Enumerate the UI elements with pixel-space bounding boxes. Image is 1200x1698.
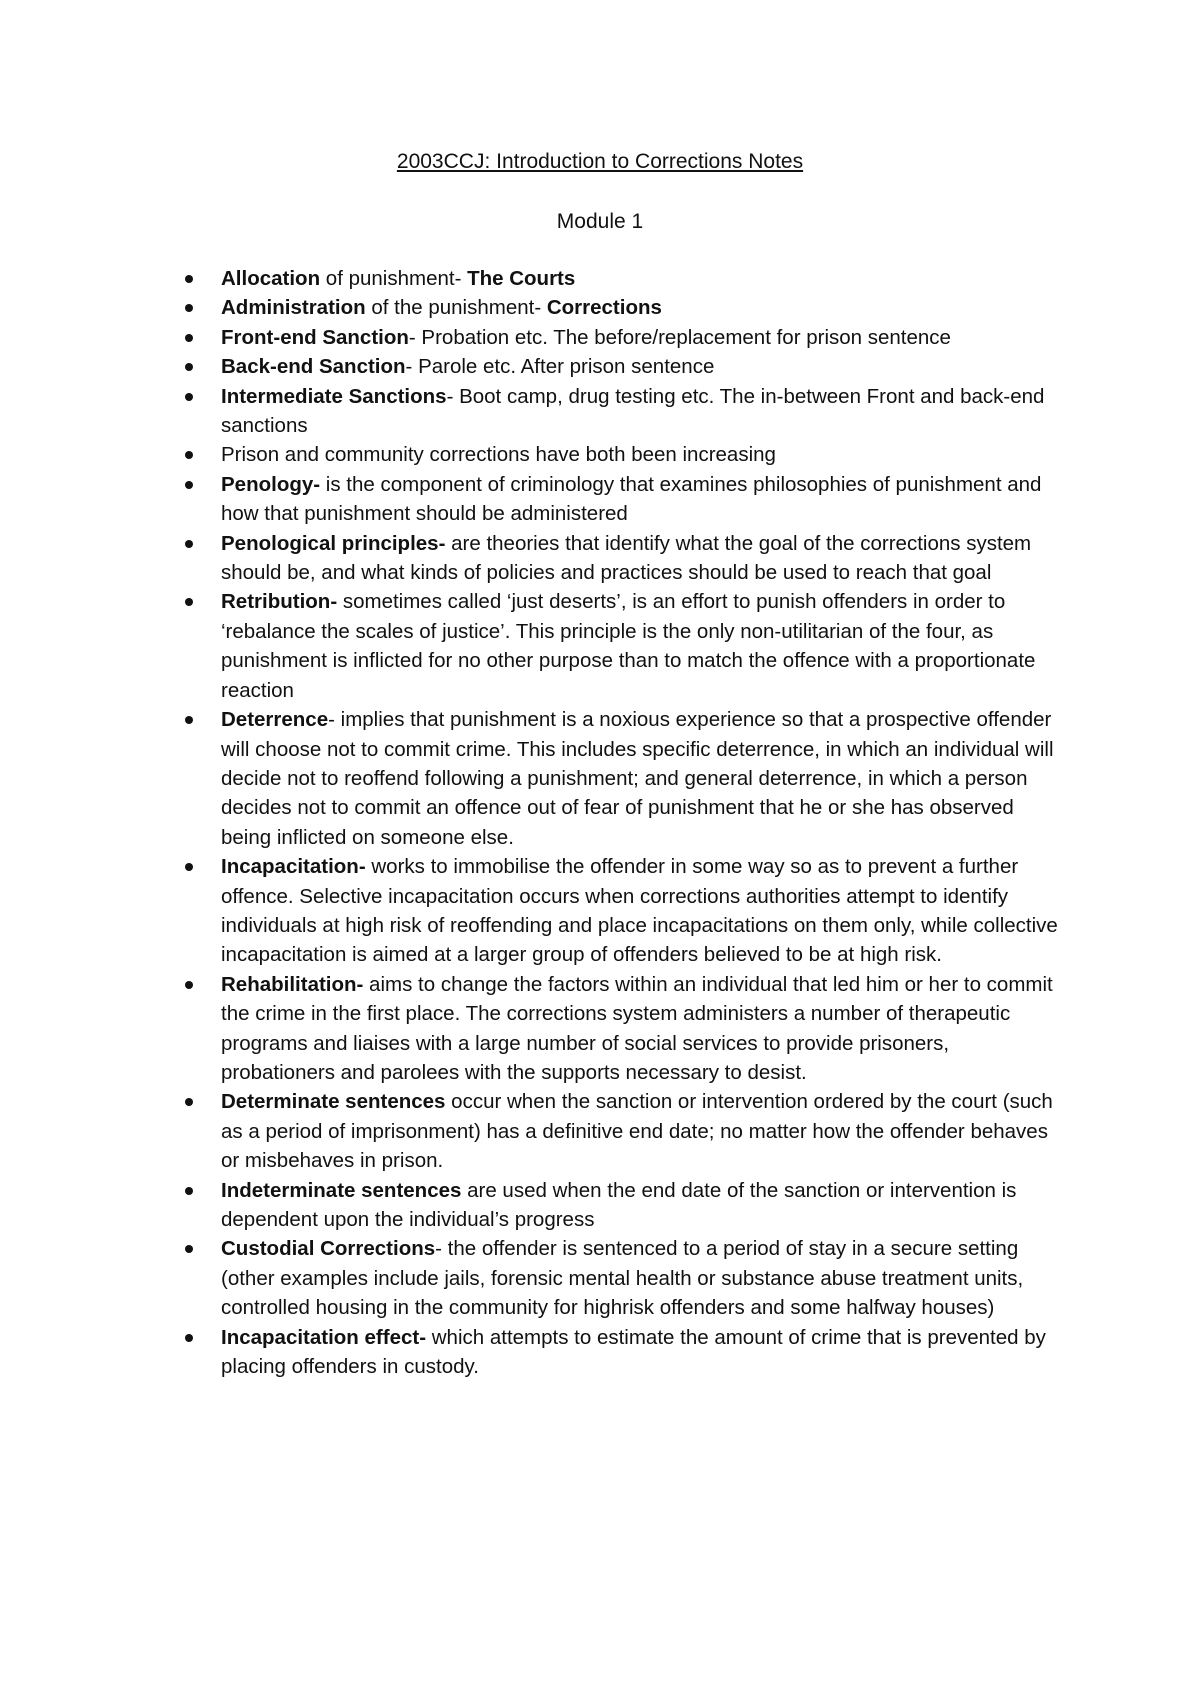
note-text: - Probation etc. The before/replacement for prison sentence [408,325,951,349]
list-item [185,440,1065,469]
note-term: Penological principles- [221,531,446,555]
list-item [185,852,1065,970]
bullet-icon [185,1187,193,1195]
bullet-icon [185,451,193,459]
note-term-secondary: Corrections [546,296,662,320]
bullet-icon [185,363,193,371]
note-term: Back-end Sanction [221,355,406,379]
list-item [185,382,1065,441]
note-term: Front-end Sanction [221,325,409,349]
note-term: Determinate sentences [221,1090,446,1114]
list-item [185,323,1065,352]
bullet-icon [185,1098,193,1106]
list-item [185,1176,1065,1235]
list-item [185,1323,1065,1382]
note-term-secondary: The Courts [467,267,576,290]
document-title: 2003CCJ: Introduction to Corrections Notes [396,150,804,173]
note-text: - implies that punishment is a noxious experience so that a prospective offender will choose not to commit crime. This includes specific deterrence, in which an individual will decide not to reoffend following a punishment; and general deterrence, in which a person decides not to commit an offence out of fear of punishment that he or she has observed being inflicted on someone else. [221,708,1054,849]
list-item [185,264,1065,293]
bullet-icon [185,981,193,989]
note-text: are used when the end date of the sanction or intervention is dependent upon the individual’s progress [221,1178,1017,1231]
note-term: Intermediate Sanctions [221,384,447,408]
bullet-icon [185,393,193,401]
note-term: Allocation [221,267,321,290]
note-term: Penology- [221,472,321,496]
list-item [185,470,1065,529]
note-text: which attempts to estimate the amount of crime that is prevented by placing offenders in custody. [221,1325,1046,1379]
bullet-icon [185,1245,193,1253]
note-text: Prison and community corrections have both been increasing [221,443,776,467]
list-item [185,705,1065,852]
note-term: Incapacitation- [221,855,366,879]
note-text: - Boot camp, drug testing etc. The in-between Front and back-end sanctions [221,384,1045,438]
note-text: sometimes called ‘just deserts’, is an effort to punish offenders in order to ‘rebalance the scales of justice’. This principle is the only non-utilitarian of the four, as punishment is inflicted for no other purpose than to match the offence with a proportionate reaction [221,590,1036,702]
list-item [185,970,1065,1088]
list-item [185,1087,1065,1175]
note-middle: of the punishment- [365,296,547,320]
note-text: aims to change the factors within an individual that led him or her to commit the crime in the first place. The corrections system administers a number of therapeutic programs and liaises with a large number of social services to provide prisoners, probationers and parolees with the supports necessary to desist. [221,972,1053,1084]
note-text: occur when the sanction or intervention ordered by the court (such as a period of imprisonment) has a definitive end date; no matter how the offender behaves or misbehaves in prison. [221,1090,1053,1173]
note-term: Indeterminate sentences [221,1178,462,1202]
note-term: Rehabilitation- [221,972,364,996]
note-text: - the offender is sentenced to a period of stay in a secure setting (other examples include jails, forensic mental health or substance abuse treatment units, controlled housing in the community for highrisk offenders and some halfway houses) [221,1237,1024,1320]
bullet-icon [185,481,193,489]
document-subtitle: Module 1 [556,210,644,233]
bullet-icon [185,1334,193,1342]
note-term: Retribution- [221,590,338,614]
note-term: Incapacitation effect- [221,1325,427,1349]
note-term: Administration [221,296,366,320]
note-term: Custodial Corrections [221,1237,436,1261]
list-item [185,587,1065,705]
note-text: are theories that identify what the goal of the corrections system should be, and what kinds of policies and practices should be used to reach that goal [221,531,1032,585]
bullet-icon [185,863,193,871]
bullet-icon [185,598,193,606]
bullet-icon [185,275,193,283]
list-item [185,529,1065,588]
note-term: Deterrence [221,708,329,732]
bullet-icon [185,540,193,548]
bullet-icon [185,716,193,724]
list-item [185,1234,1065,1322]
note-middle: of punishment- [320,267,468,290]
note-text: is the component of criminology that examines philosophies of punishment and how that punishment should be administered [221,472,1042,526]
list-item [185,293,1065,322]
bullet-icon [185,304,193,312]
bullet-icon [185,334,193,342]
list-item [185,352,1065,381]
note-text: works to immobilise the offender in some way so as to prevent a further offence. Selective incapacitation occurs when corrections authorities attempt to identify individuals at high risk of reoffending and place incapacitations on them only, while collective incapacitation is aimed at a larger group of offenders believed to be at high risk. [221,855,1058,967]
notes-list [185,264,1065,1381]
note-text: - Parole etc. After prison sentence [405,355,715,379]
